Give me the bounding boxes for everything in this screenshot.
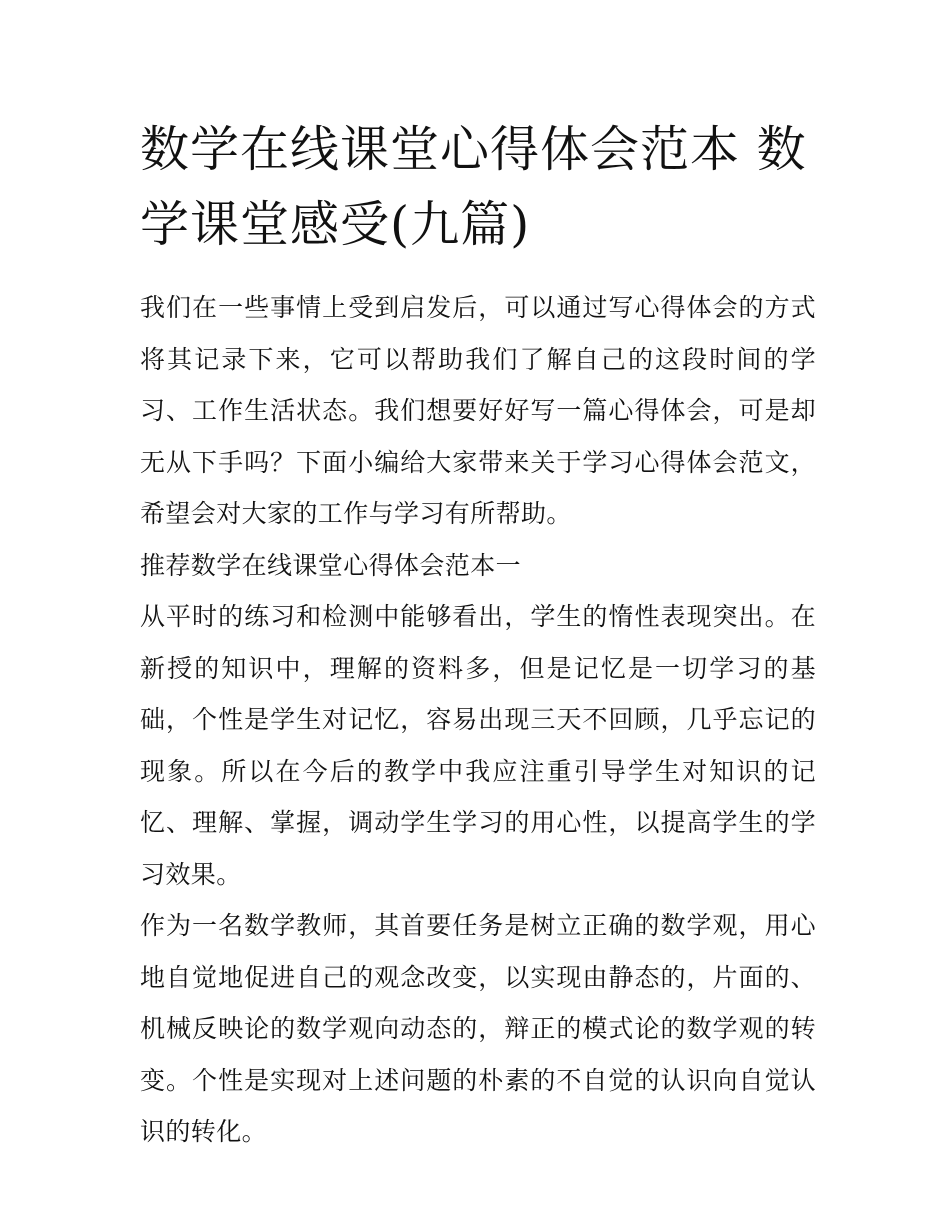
document-title: 数学在线课堂心得体会范本 数学课堂感受(九篇) — [140, 121, 807, 253]
section-heading: 推荐数学在线课堂心得体会范本一 — [140, 550, 522, 580]
document-body — [140, 282, 816, 1158]
document-page — [140, 112, 816, 1158]
body-paragraph: 作为一名数学教师，其首要任务是树立正确的数学观，用心地自觉地促进自己的观念改变，以实现由静态的，片面的、机械反映论的数学观向动态的，辩正的模式论的数学观的转变。个性是实现对上述问题的朴素的不自觉的认识向自觉认识的转化。 — [140, 911, 816, 1146]
intro-paragraph: 我们在一些事情上受到启发后，可以通过写心得体会的方式将其记录下来，它可以帮助我们了解自己的这段时间的学习、工作生活状态。我们想要好好写一篇心得体会，可是却无从下手吗？下面小编给大家带来关于学习心得体会范文，希望会对大家的工作与学习有所帮助。 — [140, 293, 816, 528]
body-paragraph: 从平时的练习和检测中能够看出，学生的惰性表现突出。在新授的知识中，理解的资料多，但是记忆是一切学习的基础，个性是学生对记忆，容易出现三天不回顾，几乎忘记的现象。所以在今后的教学中我应注重引导学生对知识的记忆、理解、掌握，调动学生学习的用心性，以提高学生的学习效果。 — [140, 602, 816, 889]
